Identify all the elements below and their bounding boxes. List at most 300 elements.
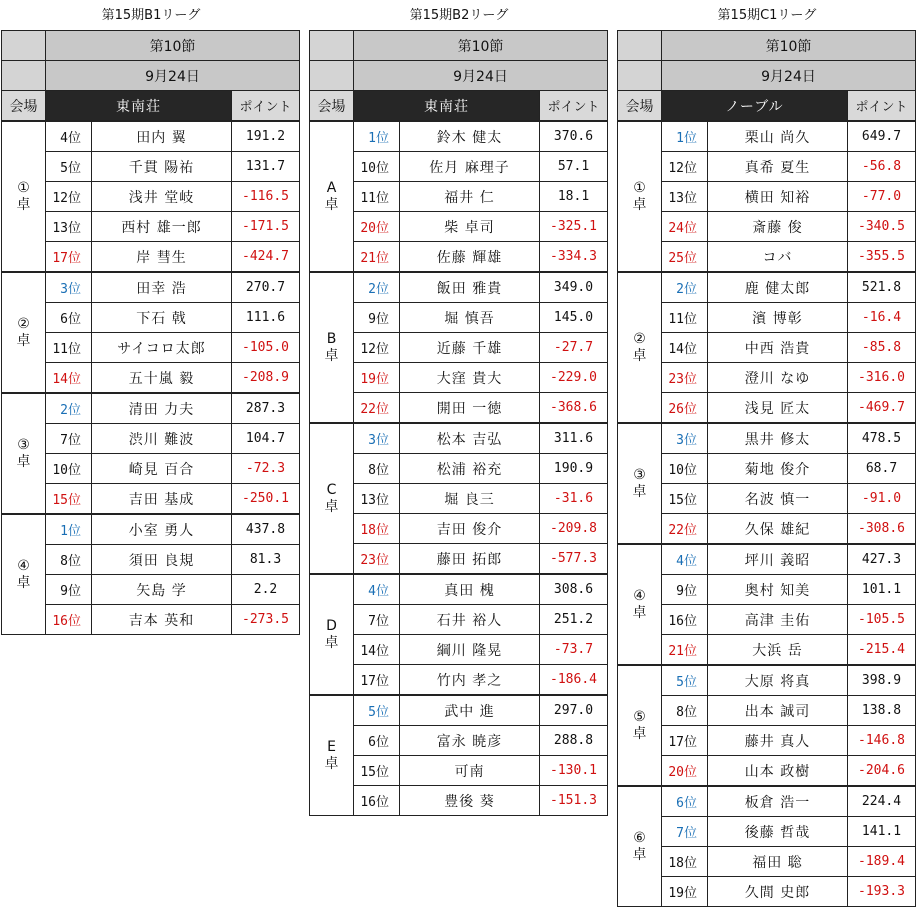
player-name: 久保 雄紀 [708, 514, 848, 545]
header-blank-cell [2, 61, 46, 91]
venue-name: ノーブル [662, 91, 848, 122]
points-cell: -250.1 [232, 484, 300, 515]
venue-row [310, 91, 608, 122]
rank-cell: 3位 [46, 272, 92, 303]
rank-cell: 6位 [662, 786, 708, 817]
table-row [310, 303, 608, 333]
rank-cell: 7位 [46, 424, 92, 454]
table-row [2, 514, 300, 545]
rank-cell: 20位 [662, 756, 708, 787]
header-blank-cell [2, 31, 46, 61]
player-name: サイコロ太郎 [92, 333, 232, 363]
table-number-char: 卓 [16, 196, 31, 213]
player-name: 奥村 知美 [708, 575, 848, 605]
rank-cell: 2位 [354, 272, 400, 303]
points-cell: -85.8 [848, 333, 916, 363]
player-name: 近藤 千雄 [400, 333, 540, 363]
table-number-label [2, 514, 46, 635]
rank-cell: 13位 [662, 182, 708, 212]
rank-cell: 25位 [662, 242, 708, 273]
table-row [618, 182, 916, 212]
table-row [2, 454, 300, 484]
rank-cell: 9位 [46, 575, 92, 605]
rank-cell: 2位 [662, 272, 708, 303]
table-row [310, 242, 608, 273]
points-cell: 57.1 [540, 152, 608, 182]
points-cell: -273.5 [232, 605, 300, 635]
table-row [2, 333, 300, 363]
table-number-label [310, 574, 354, 695]
player-name: 小室 勇人 [92, 514, 232, 545]
points-cell: 398.9 [848, 665, 916, 696]
table-row [618, 242, 916, 273]
player-name: 佐藤 輝雄 [400, 242, 540, 273]
table-number-char: 卓 [632, 483, 647, 500]
player-name: 柴 卓司 [400, 212, 540, 242]
rank-cell: 23位 [354, 544, 400, 575]
date-label: 9月24日 [662, 61, 916, 91]
venue-name: 東南荘 [46, 91, 232, 122]
table-row [310, 635, 608, 665]
table-number-char: ③ [17, 436, 30, 453]
table-row [2, 484, 300, 515]
points-cell: -27.7 [540, 333, 608, 363]
date-row [2, 61, 300, 91]
player-name: 飯田 雅貴 [400, 272, 540, 303]
points-cell: 270.7 [232, 272, 300, 303]
league-b1 [1, 0, 301, 635]
player-name: 大原 将真 [708, 665, 848, 696]
table-row [310, 756, 608, 786]
points-cell: -208.9 [232, 363, 300, 394]
rank-cell: 4位 [662, 544, 708, 575]
rank-cell: 17位 [354, 665, 400, 696]
points-column-header: ポイント [848, 91, 916, 122]
player-name: 豊後 葵 [400, 786, 540, 816]
table-number-label [310, 423, 354, 574]
rank-cell: 18位 [354, 514, 400, 544]
table-row [2, 363, 300, 394]
table-number-char: ⑤ [633, 708, 646, 725]
player-name: 松本 吉弘 [400, 423, 540, 454]
table-number-label [310, 695, 354, 816]
rank-cell: 3位 [662, 423, 708, 454]
player-name: コバ [708, 242, 848, 273]
table-number-char: 卓 [632, 196, 647, 213]
points-cell: -72.3 [232, 454, 300, 484]
points-cell: 311.6 [540, 423, 608, 454]
points-cell: -105.5 [848, 605, 916, 635]
points-cell: 521.8 [848, 272, 916, 303]
table-number-char: B [326, 330, 337, 347]
table-number-char: 卓 [632, 846, 647, 863]
table-row [618, 817, 916, 847]
points-cell: 308.6 [540, 574, 608, 605]
points-cell: 190.9 [540, 454, 608, 484]
table-row [310, 152, 608, 182]
table-number-char: 卓 [324, 196, 339, 213]
points-cell: -424.7 [232, 242, 300, 273]
player-name: 鹿 健太郎 [708, 272, 848, 303]
rank-cell: 14位 [662, 333, 708, 363]
table-number-char: 卓 [16, 332, 31, 349]
league-title: 第15期C1リーグ [717, 8, 817, 23]
table-number-label [618, 665, 662, 786]
player-name: 久間 史郎 [708, 877, 848, 907]
round-row [618, 31, 916, 61]
schedule-table [1, 30, 300, 635]
player-name: 高津 圭佑 [708, 605, 848, 635]
points-cell: 649.7 [848, 121, 916, 152]
player-name: 崎見 百合 [92, 454, 232, 484]
rank-cell: 17位 [46, 242, 92, 273]
table-row [618, 847, 916, 877]
player-name: 可南 [400, 756, 540, 786]
points-cell: -209.8 [540, 514, 608, 544]
table-number-char: A [326, 179, 337, 196]
table-number-char: ① [633, 179, 646, 196]
player-name: 松浦 裕充 [400, 454, 540, 484]
header-blank-cell [618, 31, 662, 61]
table-row [618, 514, 916, 545]
table-number-label [618, 544, 662, 665]
rank-cell: 15位 [46, 484, 92, 515]
player-name: 竹内 孝之 [400, 665, 540, 696]
player-name: 横田 知裕 [708, 182, 848, 212]
table-row [310, 363, 608, 393]
rank-cell: 7位 [662, 817, 708, 847]
rank-cell: 6位 [46, 303, 92, 333]
player-name: 清田 力夫 [92, 393, 232, 424]
rank-cell: 8位 [46, 545, 92, 575]
player-name: 千貫 陽祐 [92, 152, 232, 182]
points-cell: 287.3 [232, 393, 300, 424]
player-name: 武中 進 [400, 695, 540, 726]
table-row [618, 575, 916, 605]
table-row [618, 272, 916, 303]
player-name: 吉本 英和 [92, 605, 232, 635]
table-row [310, 786, 608, 816]
table-row [310, 272, 608, 303]
rank-cell: 21位 [354, 242, 400, 273]
player-name: 田内 翼 [92, 121, 232, 152]
date-label: 9月24日 [354, 61, 608, 91]
player-name: 栗山 尚久 [708, 121, 848, 152]
rank-cell: 11位 [662, 303, 708, 333]
points-cell: -577.3 [540, 544, 608, 575]
schedule-table [309, 30, 608, 816]
table-row [618, 303, 916, 333]
table-row [2, 303, 300, 333]
points-cell: 68.7 [848, 454, 916, 484]
player-name: 後藤 哲哉 [708, 817, 848, 847]
points-cell: 251.2 [540, 605, 608, 635]
table-number-char: 卓 [16, 574, 31, 591]
player-name: 斎藤 俊 [708, 212, 848, 242]
venue-row [618, 91, 916, 122]
rank-cell: 12位 [662, 152, 708, 182]
round-label: 第10節 [354, 31, 608, 61]
points-cell: 370.6 [540, 121, 608, 152]
rank-cell: 1位 [46, 514, 92, 545]
table-number-char: E [327, 738, 336, 755]
player-name: 浅見 匠太 [708, 393, 848, 424]
rank-cell: 10位 [662, 454, 708, 484]
rank-cell: 2位 [46, 393, 92, 424]
rank-cell: 8位 [662, 696, 708, 726]
points-cell: 141.1 [848, 817, 916, 847]
table-row [2, 242, 300, 273]
table-number-label [618, 272, 662, 423]
points-cell: -215.4 [848, 635, 916, 666]
points-cell: 2.2 [232, 575, 300, 605]
player-name: 濱 博彰 [708, 303, 848, 333]
rank-cell: 3位 [354, 423, 400, 454]
venue-name: 東南荘 [354, 91, 540, 122]
points-cell: 437.8 [232, 514, 300, 545]
points-cell: -469.7 [848, 393, 916, 424]
header-blank-cell [618, 61, 662, 91]
table-row [310, 484, 608, 514]
table-number-char: 卓 [632, 347, 647, 364]
table-row [618, 333, 916, 363]
points-cell: -325.1 [540, 212, 608, 242]
rank-cell: 26位 [662, 393, 708, 424]
venue-column-header: 会場 [310, 91, 354, 122]
rank-cell: 20位 [354, 212, 400, 242]
table-number-label [618, 786, 662, 907]
table-number-char: 卓 [324, 755, 339, 772]
player-name: 藤田 拓郎 [400, 544, 540, 575]
points-cell: -229.0 [540, 363, 608, 393]
points-cell: -316.0 [848, 363, 916, 393]
points-cell: 427.3 [848, 544, 916, 575]
table-row [618, 726, 916, 756]
player-name: 藤井 真人 [708, 726, 848, 756]
points-cell: 145.0 [540, 303, 608, 333]
points-cell: -189.4 [848, 847, 916, 877]
player-name: 澄川 なゆ [708, 363, 848, 393]
points-column-header: ポイント [232, 91, 300, 122]
table-number-char: 卓 [324, 634, 339, 651]
table-row [2, 424, 300, 454]
rank-cell: 12位 [46, 182, 92, 212]
player-name: 富永 暁彦 [400, 726, 540, 756]
table-number-label [618, 423, 662, 544]
venue-row [2, 91, 300, 122]
table-row [310, 423, 608, 454]
rank-cell: 14位 [46, 363, 92, 394]
table-row [618, 544, 916, 575]
player-name: 名波 慎一 [708, 484, 848, 514]
rank-cell: 13位 [46, 212, 92, 242]
table-row [618, 152, 916, 182]
table-row [310, 514, 608, 544]
table-number-char: ① [17, 179, 30, 196]
table-row [618, 484, 916, 514]
player-name: 堀 慎吾 [400, 303, 540, 333]
table-row [618, 665, 916, 696]
points-cell: 104.7 [232, 424, 300, 454]
rank-cell: 14位 [354, 635, 400, 665]
table-row [618, 696, 916, 726]
table-row [310, 182, 608, 212]
player-name: 鈴木 健太 [400, 121, 540, 152]
points-cell: -193.3 [848, 877, 916, 907]
rank-cell: 16位 [662, 605, 708, 635]
date-row [618, 61, 916, 91]
points-cell: 111.6 [232, 303, 300, 333]
table-row [618, 605, 916, 635]
rank-cell: 1位 [354, 121, 400, 152]
player-name: 渋川 難波 [92, 424, 232, 454]
player-name: 大窪 貴大 [400, 363, 540, 393]
player-name: 堀 良三 [400, 484, 540, 514]
player-name: 菊地 俊介 [708, 454, 848, 484]
points-cell: 101.1 [848, 575, 916, 605]
table-number-char: D [326, 617, 337, 634]
rank-cell: 21位 [662, 635, 708, 666]
table-row [2, 605, 300, 635]
points-cell: -16.4 [848, 303, 916, 333]
table-row [618, 756, 916, 787]
player-name: 田幸 浩 [92, 272, 232, 303]
table-number-char: 卓 [324, 347, 339, 364]
table-row [310, 121, 608, 152]
points-cell: -368.6 [540, 393, 608, 424]
player-name: 山本 政樹 [708, 756, 848, 787]
table-row [2, 393, 300, 424]
player-name: 黒井 修太 [708, 423, 848, 454]
player-name: 開田 一徳 [400, 393, 540, 424]
round-row [2, 31, 300, 61]
table-number-char: 卓 [632, 604, 647, 621]
points-cell: -340.5 [848, 212, 916, 242]
points-cell: -105.0 [232, 333, 300, 363]
table-number-char: C [326, 481, 337, 498]
table-row [618, 212, 916, 242]
rank-cell: 13位 [354, 484, 400, 514]
rank-cell: 10位 [46, 454, 92, 484]
date-row [310, 61, 608, 91]
table-number-char: ② [17, 315, 30, 332]
points-cell: 191.2 [232, 121, 300, 152]
points-cell: -91.0 [848, 484, 916, 514]
venue-column-header: 会場 [2, 91, 46, 122]
points-cell: 297.0 [540, 695, 608, 726]
table-number-label [2, 272, 46, 393]
points-cell: 349.0 [540, 272, 608, 303]
rank-cell: 10位 [354, 152, 400, 182]
points-cell: -73.7 [540, 635, 608, 665]
table-row [618, 786, 916, 817]
table-row [2, 121, 300, 152]
rank-cell: 19位 [662, 877, 708, 907]
round-label: 第10節 [662, 31, 916, 61]
table-row [2, 182, 300, 212]
table-number-char: 卓 [632, 725, 647, 742]
points-cell: -130.1 [540, 756, 608, 786]
rank-cell: 18位 [662, 847, 708, 877]
rank-cell: 16位 [354, 786, 400, 816]
table-number-char: ③ [633, 466, 646, 483]
schedule-table [617, 30, 916, 907]
player-name: 石井 裕人 [400, 605, 540, 635]
table-row [310, 544, 608, 575]
venue-column-header: 会場 [618, 91, 662, 122]
rank-cell: 7位 [354, 605, 400, 635]
rank-cell: 17位 [662, 726, 708, 756]
player-name: 五十嵐 毅 [92, 363, 232, 394]
rank-cell: 22位 [662, 514, 708, 545]
rank-cell: 9位 [662, 575, 708, 605]
table-row [2, 545, 300, 575]
player-name: 下石 戟 [92, 303, 232, 333]
table-row [618, 423, 916, 454]
points-cell: -171.5 [232, 212, 300, 242]
points-cell: 131.7 [232, 152, 300, 182]
points-cell: -146.8 [848, 726, 916, 756]
rank-cell: 24位 [662, 212, 708, 242]
table-row [618, 363, 916, 393]
round-label: 第10節 [46, 31, 300, 61]
points-cell: -334.3 [540, 242, 608, 273]
rank-cell: 22位 [354, 393, 400, 424]
table-number-char: ② [633, 330, 646, 347]
player-name: 佐月 麻理子 [400, 152, 540, 182]
player-name: 真田 槐 [400, 574, 540, 605]
table-row [310, 665, 608, 696]
table-number-char: ⑥ [633, 829, 646, 846]
points-cell: -151.3 [540, 786, 608, 816]
points-cell: 81.3 [232, 545, 300, 575]
rank-cell: 9位 [354, 303, 400, 333]
table-row [618, 121, 916, 152]
table-row [618, 393, 916, 424]
table-row [310, 333, 608, 363]
table-number-label [618, 121, 662, 272]
table-row [618, 635, 916, 666]
points-cell: 478.5 [848, 423, 916, 454]
header-blank-cell [310, 31, 354, 61]
table-number-label [310, 121, 354, 272]
table-row [310, 574, 608, 605]
player-name: 西村 雄一郎 [92, 212, 232, 242]
rank-cell: 4位 [354, 574, 400, 605]
table-row [2, 272, 300, 303]
points-cell: -31.6 [540, 484, 608, 514]
table-number-label [2, 393, 46, 514]
player-name: 吉田 基成 [92, 484, 232, 515]
rank-cell: 5位 [46, 152, 92, 182]
table-number-label [310, 272, 354, 423]
player-name: 福田 聡 [708, 847, 848, 877]
points-cell: -77.0 [848, 182, 916, 212]
rank-cell: 6位 [354, 726, 400, 756]
rank-cell: 5位 [354, 695, 400, 726]
league-c1 [617, 0, 917, 907]
points-cell: 288.8 [540, 726, 608, 756]
rank-cell: 11位 [354, 182, 400, 212]
points-cell: -186.4 [540, 665, 608, 696]
header-blank-cell [310, 61, 354, 91]
rank-cell: 4位 [46, 121, 92, 152]
table-row [310, 605, 608, 635]
player-name: 福井 仁 [400, 182, 540, 212]
points-cell: -204.6 [848, 756, 916, 787]
rank-cell: 12位 [354, 333, 400, 363]
table-row [2, 575, 300, 605]
